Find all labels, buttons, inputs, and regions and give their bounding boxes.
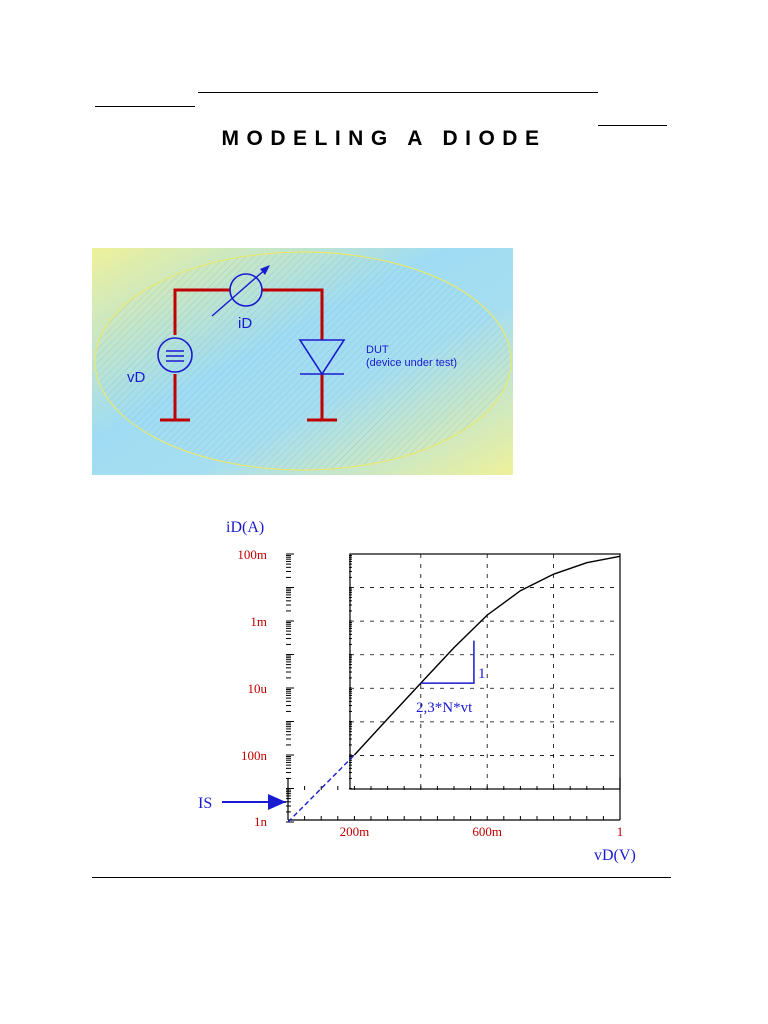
- x-tick-label: 200m: [339, 824, 370, 839]
- source-label: vD: [127, 369, 146, 386]
- y-tick-label: 100m: [237, 547, 267, 562]
- y-tick-label: 1n: [254, 814, 267, 829]
- x-axis-label: vD(V): [594, 847, 636, 864]
- x-tick-label: 600m: [472, 824, 503, 839]
- meter-label: iD: [238, 315, 253, 332]
- slope-rise-label: 1: [478, 666, 486, 682]
- y-axis-label: iD(A): [226, 519, 265, 536]
- slope-run-label: 2,3*N*vt: [416, 700, 473, 716]
- iv-chart: [190, 510, 680, 870]
- y-tick-label: 1m: [250, 614, 267, 629]
- dut-description: (device under test): [366, 357, 458, 369]
- bottom-rule: [92, 877, 671, 878]
- series-layer: [288, 556, 620, 822]
- top-rule-right: [598, 125, 667, 126]
- top-rule-long: [198, 92, 598, 93]
- circuit-svg: [92, 248, 513, 475]
- slope-triangle: [421, 641, 474, 684]
- dut-label: DUT: [366, 344, 389, 356]
- top-rule-left: [95, 106, 195, 107]
- log-minor-ticks: [286, 554, 352, 822]
- y-tick-label: 10u: [247, 681, 267, 696]
- lower-axis-ticks: [288, 778, 620, 820]
- x-tick-label: 1: [616, 824, 624, 839]
- document-title: MODELING A DIODE: [221, 127, 547, 150]
- chart-svg: [190, 510, 680, 870]
- is-label: IS: [198, 795, 213, 812]
- y-tick-label: 100n: [241, 748, 267, 763]
- circuit-diagram: [92, 248, 513, 475]
